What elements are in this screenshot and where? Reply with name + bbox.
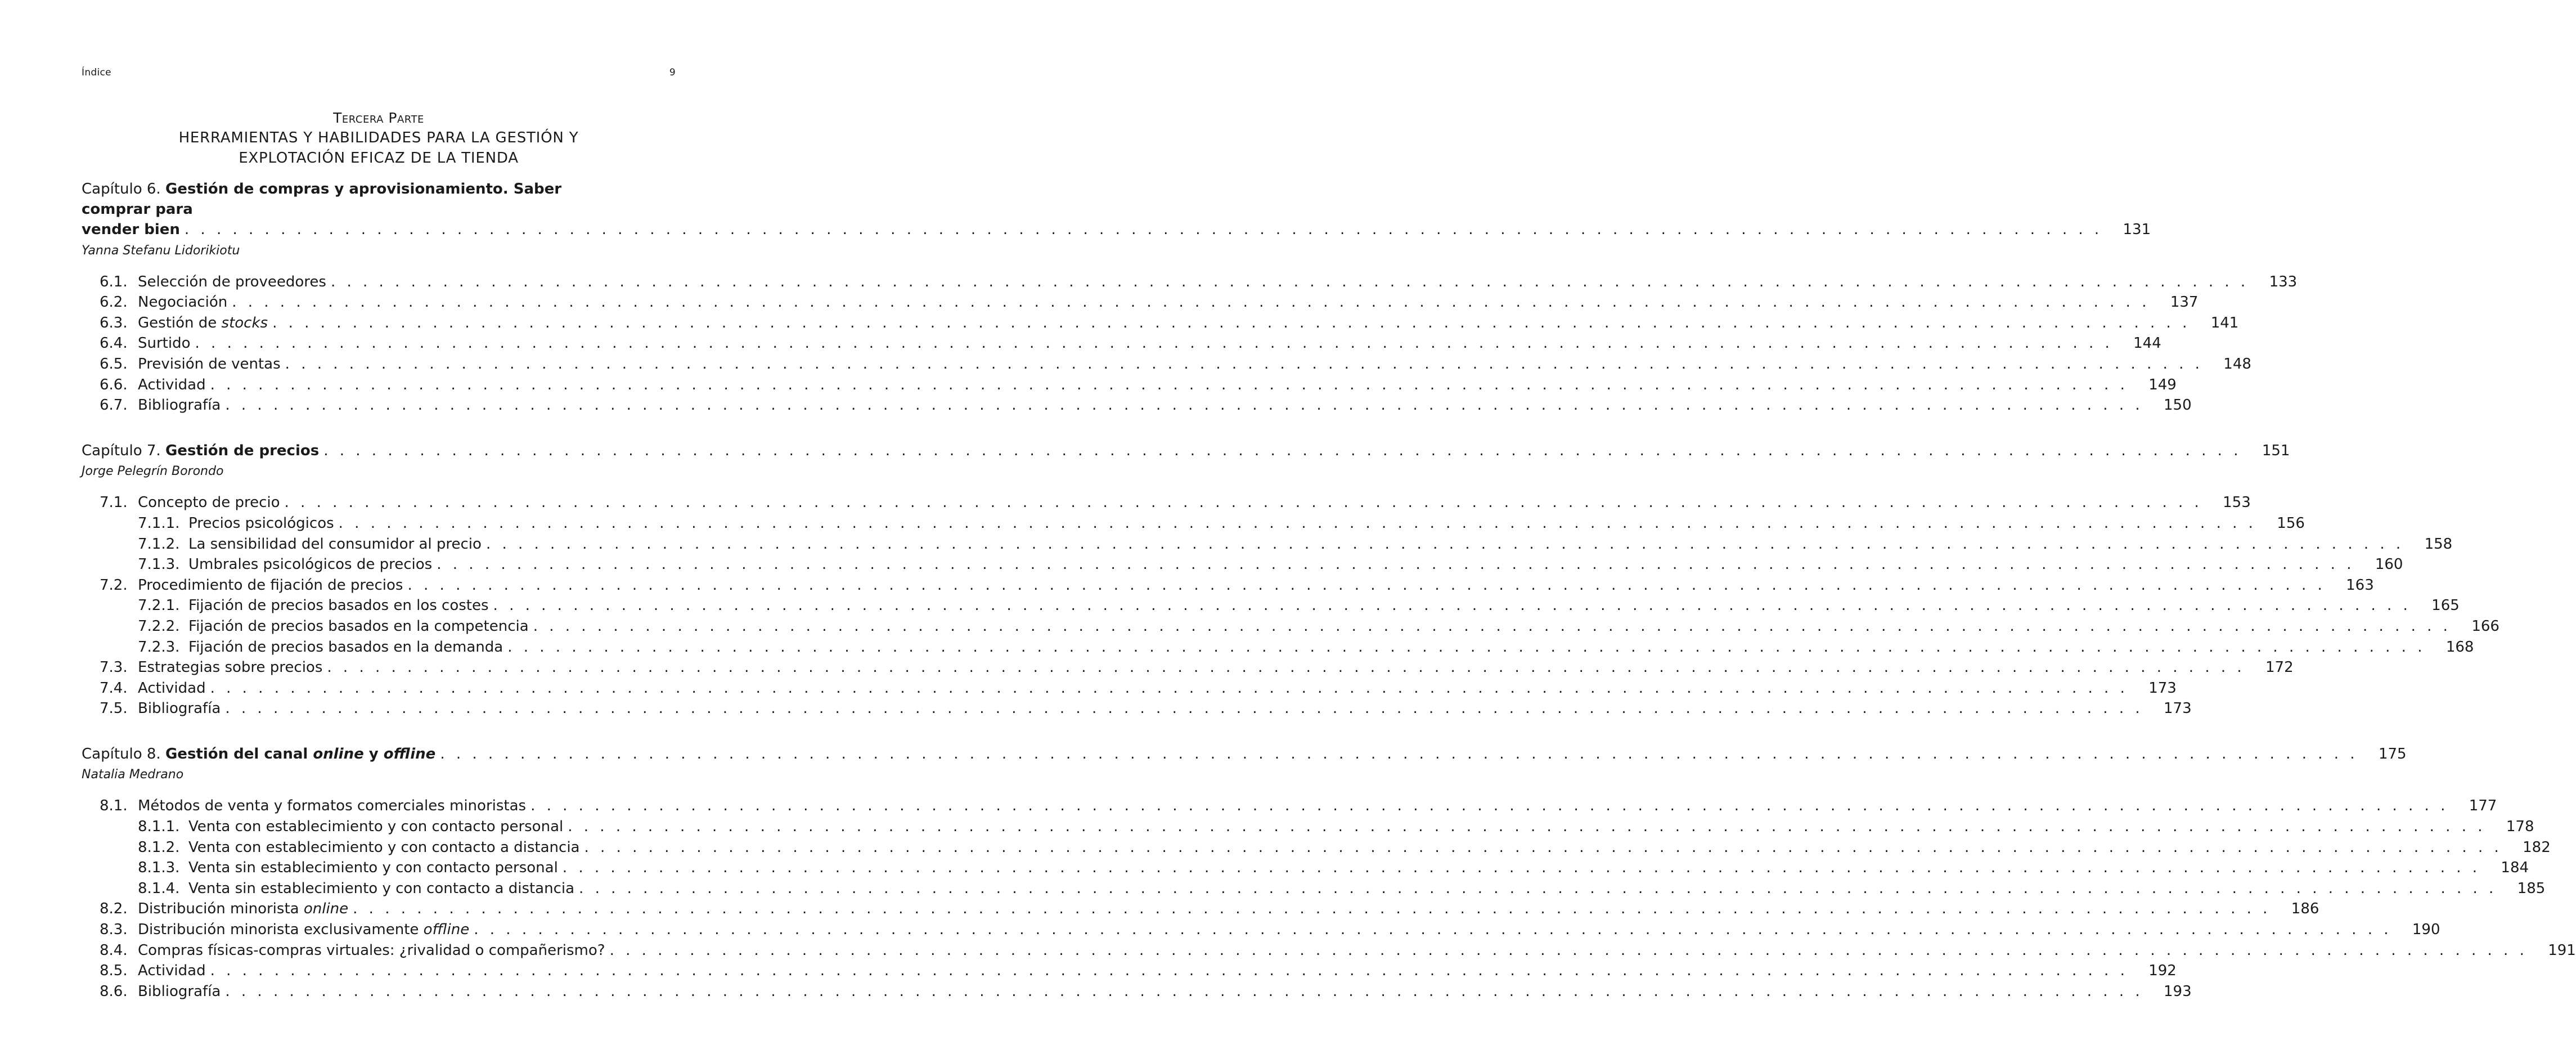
dot-leader: . . . . . . . . . . . . . . . . . . . . . . . . . . . . . . . . . . . . . . . . . . . . . . . . . . . . . . . . . . . . . . . . . . . . . . . . . . . . . . . . . . . . . . . . . . . . . . . . . . . . . . . . . . . . . . . . . . . . . . . . (184, 221, 2103, 238)
chapter-title-text: Gestión de compras y aprovisionamiento. Saber comprar para (82, 181, 562, 218)
section-title-text: Bibliografía (138, 700, 221, 717)
toc-subsection[interactable] (82, 595, 2460, 616)
dot-leader: . . . . . . . . . . . . . . . . . . . . . . . . . . . . . . . . . . . . . . . . . . . . . . . . . . . . . . . . . . . . . . . . . . . . . . . . . . . . . . . . . . . . . . . . . . . . . . . . . . . . . . . . . . . . . . . . . . . . . . . . (285, 355, 2203, 373)
section-page-number: 141 (2210, 314, 2239, 331)
section-number: 6.5. (100, 355, 128, 373)
section-title (138, 796, 531, 817)
section-page-number: 177 (2469, 797, 2497, 815)
section-number: 6.7. (100, 397, 128, 414)
chapter-entries (82, 272, 2298, 416)
dot-leader: . . . . . . . . . . . . . . . . . . . . . . . . . . . . . . . . . . . . . . . . . . . . . . . . . . . . . . . . . . . . . . . . . . . . . . . . . . . . . . . . . . . . . . . . . . . . . . . . . . . . . . . . . . . . . . . . . . . . . . . . (210, 962, 2128, 980)
chapter-title-text (165, 746, 435, 763)
section-number: 8.1.4. (138, 880, 180, 897)
chapter-title-text-wrap (82, 744, 440, 765)
dot-leader: . . . . . . . . . . . . . . . . . . . . . . . . . . . . . . . . . . . . . . . . . . . . . . . . . . . . . . . . . . . . . . . . . . . . . . . . . . . . . . . . . . . . . . . . . . . . . . . . . . . . . . . . . . . . . . . . . . . . . . . . (225, 700, 2143, 717)
section-title (138, 899, 353, 920)
section-page-number: 137 (2170, 294, 2199, 311)
chapter-page-number: 131 (2123, 221, 2151, 238)
toc-subsection[interactable] (82, 817, 2534, 837)
section-number: 7.5. (100, 700, 128, 717)
section-title-text: Fijación de precios basados en la demanda (188, 638, 503, 656)
toc-section[interactable] (82, 575, 2374, 596)
toc-subsection[interactable] (82, 837, 2551, 858)
section-number: 7.2.2. (138, 617, 180, 635)
section-number: 7.2. (100, 576, 128, 594)
toc-subsection[interactable] (82, 878, 2546, 899)
section-title (138, 698, 225, 719)
section-title (138, 981, 225, 1002)
toc-subsection[interactable] (82, 554, 2403, 575)
toc-section[interactable] (82, 375, 2177, 396)
section-title (138, 940, 610, 961)
section-page-number: 173 (2163, 700, 2192, 717)
section-number: 8.5. (100, 962, 128, 980)
section-number: 6.4. (100, 335, 128, 352)
section-title-italic: offline (423, 921, 470, 939)
running-header-section: Índice (82, 67, 111, 78)
section-page-number: 133 (2269, 273, 2298, 290)
section-number: 6.1. (100, 273, 128, 290)
section-page-number: 182 (2523, 838, 2551, 856)
dot-leader: . . . . . . . . . . . . . . . . . . . . . . . . . . . . . . . . . . . . . . . . . . . . . . . . . . . . . . . . . . . . . . . . . . . . . . . . . . . . . . . . . . . . . . . . . . . . . . . . . . . . . . . . . . . . . . . . . . . . . . . . (210, 376, 2128, 393)
section-title-text: Estrategias sobre precios (138, 659, 323, 676)
chapter-title[interactable] (82, 441, 2290, 461)
section-title-text: Actividad (138, 679, 206, 697)
section-number: 8.3. (100, 921, 128, 939)
section-title-text: Previsión de ventas (138, 355, 281, 373)
part-title-line-1: HERRAMIENTAS Y HABILIDADES PARA LA GESTIÓN Y (178, 129, 579, 146)
dot-leader: . . . . . . . . . . . . . . . . . . . . . . . . . . . . . . . . . . . . . . . . . . . . . . . . . . . . . . . . . . . . . . . . . . . . . . . . . . . . . . . . . . . . . . . . . . . . . . . . . . . . . . . . . . . . . . . . . . . . . . . . (195, 335, 2113, 352)
dot-leader: . . . . . . . . . . . . . . . . . . . . . . . . . . . . . . . . . . . . . . . . . . . . . . . . . . . . . . . . . . . . . . . . . . . . . . . . . . . . . . . . . . . . . . . . . . . . . . . . . . . . . . . . . . . . . . . . . . . . . . . . (225, 983, 2143, 1000)
dot-leader: . . . . . . . . . . . . . . . . . . . . . . . . . . . . . . . . . . . . . . . . . . . . . . . . . . . . . . . . . . . . . . . . . . . . . . . . . . . . . . . . . . . . . . . . . . . . . . . . . . . . . . . . . . . . . . . . . . . . . . . . (323, 442, 2242, 459)
chapter-title-part: offline (383, 745, 436, 763)
part-title-line-2: EXPLOTACIÓN EFICAZ DE LA TIENDA (239, 150, 519, 167)
section-number: 8.6. (100, 983, 128, 1000)
chapter-title-text-wrap (82, 441, 323, 461)
toc-section[interactable] (82, 354, 2251, 375)
chapter-title-part: online (313, 745, 364, 763)
section-title (138, 492, 285, 513)
section-number: 7.1. (100, 494, 128, 512)
section-title-text: Venta con establecimiento y con contacto a distancia (188, 838, 580, 856)
section-title-text: Distribución minorista (138, 900, 304, 918)
section-page-number: 150 (2163, 397, 2192, 414)
chapter-title-continuation[interactable] (82, 219, 2151, 240)
section-title (188, 554, 437, 575)
section-title (138, 678, 210, 699)
section-number: 8.1.3. (138, 859, 180, 877)
section-title-text: Venta con establecimiento y con contacto personal (188, 818, 564, 836)
section-page-number: 166 (2471, 617, 2499, 635)
section-page-number: 184 (2501, 859, 2529, 877)
section-title (188, 513, 339, 534)
section-page-number: 190 (2412, 921, 2440, 939)
section-page-number: 185 (2517, 880, 2546, 897)
section-title-text: Actividad (138, 962, 206, 980)
toc-subsection[interactable] (82, 534, 2453, 555)
toc-section[interactable] (82, 920, 2440, 940)
dot-leader: . . . . . . . . . . . . . . . . . . . . . . . . . . . . . . . . . . . . . . . . . . . . . . . . . . . . . . . . . . . . . . . . . . . . . . . . . . . . . . . . . . . . . . . . . . . . . . . . . . . . . . . . . . . . . . . . . . . . . . . . (330, 273, 2249, 290)
section-title (138, 657, 327, 678)
dot-leader: . . . . . . . . . . . . . . . . . . . . . . . . . . . . . . . . . . . . . . . . . . . . . . . . . . . . . . . . . . . . . . . . . . . . . . . . . . . . . . . . . . . . . . . . . . . . . . . . . . . . . . . . . . . . . . . . . . . . . . . . (507, 638, 2426, 656)
chapter-title-part: Gestión del canal (165, 745, 313, 763)
section-title (188, 817, 568, 837)
section-title-text: Surtido (138, 335, 191, 352)
toc-subsection[interactable] (82, 513, 2305, 534)
dot-leader: . . . . . . . . . . . . . . . . . . . . . . . . . . . . . . . . . . . . . . . . . . . . . . . . . . . . . . . . . . . . . . . . . . . . . . . . . . . . . . . . . . . . . . . . . . . . . . . . . . . . . . . . . . . . . . . . . . . . . . . . (485, 535, 2404, 553)
toc-section[interactable] (82, 313, 2239, 334)
section-page-number: 144 (2133, 335, 2161, 352)
section-number: 6.2. (100, 294, 128, 311)
dot-leader: . . . . . . . . . . . . . . . . . . . . . . . . . . . . . . . . . . . . . . . . . . . . . . . . . . . . . . . . . . . . . . . . . . . . . . . . . . . . . . . . . . . . . . . . . . . . . . . . . . . . . . . . . . . . . . . . . . . . . . . . (338, 514, 2256, 532)
chapter-entries (82, 492, 2499, 719)
table-of-contents (82, 179, 2576, 1026)
section-title-text: Bibliografía (138, 397, 221, 414)
chapter-7 (82, 441, 2499, 719)
toc-section[interactable] (82, 981, 2192, 1002)
section-number: 8.1.1. (138, 818, 180, 836)
dot-leader: . . . . . . . . . . . . . . . . . . . . . . . . . . . . . . . . . . . . . . . . . . . . . . . . . . . . . . . . . . . . . . . . . . . . . . . . . . . . . . . . . . . . . . . . . . . . . . . . . . . . . . . . . . . . . . . . . . . . . . . . (440, 745, 2358, 763)
section-number: 7.2.1. (138, 597, 180, 615)
dot-leader: . . . . . . . . . . . . . . . . . . . . . . . . . . . . . . . . . . . . . . . . . . . . . . . . . . . . . . . . . . . . . . . . . . . . . . . . . . . . . . . . . . . . . . . . . . . . . . . . . . . . . . . . . . . . . . . . . . . . . . . . (353, 900, 2271, 918)
dot-leader: . . . . . . . . . . . . . . . . . . . . . . . . . . . . . . . . . . . . . . . . . . . . . . . . . . . . . . . . . . . . . . . . . . . . . . . . . . . . . . . . . . . . . . . . . . . . . . . . . . . . . . . . . . . . . . . . . . . . . . . . (407, 576, 2326, 594)
dot-leader: . . . . . . . . . . . . . . . . . . . . . . . . . . . . . . . . . . . . . . . . . . . . . . . . . . . . . . . . . . . . . . . . . . . . . . . . . . . . . . . . . . . . . . . . . . . . . . . . . . . . . . . . . . . . . . . . . . . . . . . . (232, 294, 2150, 311)
chapter-title[interactable] (82, 179, 676, 219)
dot-leader: . . . . . . . . . . . . . . . . . . . . . . . . . . . . . . . . . . . . . . . . . . . . . . . . . . . . . . . . . . . . . . . . . . . . . . . . . . . . . . . . . . . . . . . . . . . . . . . . . . . . . . . . . . . . . . . . . . . . . . . . (437, 556, 2355, 573)
dot-leader: . . . . . . . . . . . . . . . . . . . . . . . . . . . . . . . . . . . . . . . . . . . . . . . . . . . . . . . . . . . . . . . . . . . . . . . . . . . . . . . . . . . . . . . . . . . . . . . . . . . . . . . . . . . . . . . . . . . . . . . . (284, 494, 2202, 512)
section-title (138, 354, 285, 375)
dot-leader: . . . . . . . . . . . . . . . . . . . . . . . . . . . . . . . . . . . . . . . . . . . . . . . . . . . . . . . . . . . . . . . . . . . . . . . . . . . . . . . . . . . . . . . . . . . . . . . . . . . . . . . . . . . . . . . . . . . . . . . . (533, 617, 2451, 635)
page-number: 9 (669, 67, 676, 78)
section-page-number: 165 (2431, 597, 2460, 615)
section-title (188, 534, 486, 555)
section-number: 7.1.1. (138, 514, 180, 532)
section-page-number: 148 (2223, 355, 2251, 373)
dot-leader: . . . . . . . . . . . . . . . . . . . . . . . . . . . . . . . . . . . . . . . . . . . . . . . . . . . . . . . . . . . . . . . . . . . . . . . . . . . . . . . . . . . . . . . . . . . . . . . . . . . . . . . . . . . . . . . . . . . . . . . . (493, 597, 2411, 615)
section-title (188, 637, 507, 658)
dot-leader: . . . . . . . . . . . . . . . . . . . . . . . . . . . . . . . . . . . . . . . . . . . . . . . . . . . . . . . . . . . . . . . . . . . . . . . . . . . . . . . . . . . . . . . . . . . . . . . . . . . . . . . . . . . . . . . . . . . . . . . . (272, 314, 2191, 331)
section-number: 6.3. (100, 314, 128, 331)
section-title-text: Actividad (138, 376, 206, 393)
section-number: 7.2.3. (138, 638, 180, 656)
section-title-text: Concepto de precio (138, 494, 280, 512)
section-title (188, 616, 533, 637)
dot-leader: . . . . . . . . . . . . . . . . . . . . . . . . . . . . . . . . . . . . . . . . . . . . . . . . . . . . . . . . . . . . . . . . . . . . . . . . . . . . . . . . . . . . . . . . . . . . . . . . . . . . . . . . . . . . . . . . . . . . . . . . (210, 679, 2128, 697)
toc-subsection[interactable] (82, 637, 2474, 658)
section-title-text: Precios psicológicos (188, 514, 334, 532)
section-page-number: 191 (2548, 941, 2576, 959)
dot-leader: . . . . . . . . . . . . . . . . . . . . . . . . . . . . . . . . . . . . . . . . . . . . . . . . . . . . . . . . . . . . . . . . . . . . . . . . . . . . . . . . . . . . . . . . . . . . . . . . . . . . . . . . . . . . . . . . . . . . . . . . (225, 397, 2143, 414)
chapter-page-number: 175 (2378, 745, 2407, 763)
section-title-text: Compras físicas-compras virtuales: ¿rivalidad o compañerismo? (138, 941, 605, 959)
section-page-number: 153 (2223, 494, 2251, 512)
section-page-number: 193 (2163, 983, 2192, 1000)
section-title (138, 575, 407, 596)
section-number: 8.1. (100, 797, 128, 815)
section-title-italic: stocks (221, 314, 268, 331)
dot-leader: . . . . . . . . . . . . . . . . . . . . . . . . . . . . . . . . . . . . . . . . . . . . . . . . . . . . . . . . . . . . . . . . . . . . . . . . . . . . . . . . . . . . . . . . . . . . . . . . . . . . . . . . . . . . . . . . . . . . . . . . (531, 797, 2449, 815)
chapter-page-number: 151 (2262, 442, 2290, 459)
section-title-text: Umbrales psicológicos de precios (188, 556, 433, 573)
section-title (138, 961, 210, 981)
section-title-text: Métodos de venta y formatos comerciales minoristas (138, 797, 527, 815)
chapter-8 (82, 744, 2576, 1002)
section-title (138, 313, 272, 334)
section-title-text: La sensibilidad del consumidor al precio (188, 535, 482, 553)
section-page-number: 158 (2424, 535, 2453, 553)
section-number: 8.2. (100, 900, 128, 918)
section-title-text: Negociación (138, 294, 228, 311)
chapter-prefix: Capítulo 6. (82, 181, 165, 198)
toc-section[interactable] (82, 899, 2319, 920)
chapter-title-text: Gestión de precios (165, 442, 320, 459)
dot-leader: . . . . . . . . . . . . . . . . . . . . . . . . . . . . . . . . . . . . . . . . . . . . . . . . . . . . . . . . . . . . . . . . . . . . . . . . . . . . . . . . . . . . . . . . . . . . . . . . . . . . . . . . . . . . . . . . . . . . . . . . (568, 818, 2486, 836)
part-heading (82, 109, 676, 168)
toc-subsection[interactable] (82, 858, 2529, 878)
toc-section[interactable] (82, 796, 2497, 817)
running-header (82, 67, 676, 78)
section-page-number: 168 (2445, 638, 2474, 656)
section-title (138, 375, 210, 396)
section-title-text: Gestión de (138, 314, 222, 331)
chapter-title-part: y (363, 745, 384, 763)
dot-leader: . . . . . . . . . . . . . . . . . . . . . . . . . . . . . . . . . . . . . . . . . . . . . . . . . . . . . . . . . . . . . . . . . . . . . . . . . . . . . . . . . . . . . . . . . . . . . . . . . . . . . . . . . . . . . . . . . . . . . . . . (327, 659, 2245, 676)
toc-section[interactable] (82, 272, 2298, 293)
toc-section[interactable] (82, 961, 2177, 981)
section-page-number: 172 (2265, 659, 2294, 676)
section-page-number: 163 (2346, 576, 2374, 594)
section-number: 7.1.2. (138, 535, 180, 553)
section-title-text: Fijación de precios basados en la competencia (188, 617, 529, 635)
section-page-number: 178 (2506, 818, 2534, 836)
section-page-number: 192 (2148, 962, 2177, 980)
section-number: 8.4. (100, 941, 128, 959)
section-title (138, 395, 225, 416)
dot-leader: . . . . . . . . . . . . . . . . . . . . . . . . . . . . . . . . . . . . . . . . . . . . . . . . . . . . . . . . . . . . . . . . . . . . . . . . . . . . . . . . . . . . . . . . . . . . . . . . . . . . . . . . . . . . . . . . . . . . . . . . (562, 859, 2481, 877)
dot-leader: . . . . . . . . . . . . . . . . . . . . . . . . . . . . . . . . . . . . . . . . . . . . . . . . . . . . . . . . . . . . . . . . . . . . . . . . . . . . . . . . . . . . . . . . . . . . . . . . . . . . . . . . . . . . . . . . . . . . . . . . (584, 838, 2502, 856)
toc-section[interactable] (82, 657, 2294, 678)
part-label: Tercera Parte (333, 110, 424, 126)
section-number: 7.3. (100, 659, 128, 676)
toc-section[interactable] (82, 940, 2576, 961)
section-title-italic: online (303, 900, 349, 918)
chapter-prefix: Capítulo 7. (82, 442, 165, 459)
chapter-author: Jorge Pelegrín Borondo (82, 464, 224, 479)
section-title-text: Procedimiento de fijación de precios (138, 576, 403, 594)
section-title (138, 333, 195, 354)
section-page-number: 149 (2148, 376, 2177, 393)
toc-section[interactable] (82, 292, 2199, 313)
toc-subsection[interactable] (82, 616, 2499, 637)
toc-section[interactable] (82, 395, 2192, 416)
dot-leader: . . . . . . . . . . . . . . . . . . . . . . . . . . . . . . . . . . . . . . . . . . . . . . . . . . . . . . . . . . . . . . . . . . . . . . . . . . . . . . . . . . . . . . . . . . . . . . . . . . . . . . . . . . . . . . . . . . . . . . . . (579, 880, 2497, 897)
section-title-text: Bibliografía (138, 983, 221, 1000)
dot-leader: . . . . . . . . . . . . . . . . . . . . . . . . . . . . . . . . . . . . . . . . . . . . . . . . . . . . . . . . . . . . . . . . . . . . . . . . . . . . . . . . . . . . . . . . . . . . . . . . . . . . . . . . . . . . . . . . . . . . . . . . (474, 921, 2392, 939)
toc-section[interactable] (82, 333, 2161, 354)
toc-section[interactable] (82, 492, 2251, 513)
section-number: 8.1.2. (138, 838, 180, 856)
section-number: 6.6. (100, 376, 128, 393)
chapter-title[interactable] (82, 744, 2407, 765)
section-title-text: Venta sin establecimiento y con contacto a distancia (188, 880, 575, 897)
chapter-prefix: Capítulo 8. (82, 745, 165, 763)
section-number: 7.1.3. (138, 556, 180, 573)
toc-section[interactable] (82, 678, 2177, 699)
chapter-6 (82, 179, 2298, 416)
section-title (138, 292, 232, 313)
section-title-text: Selección de proveedores (138, 273, 326, 290)
chapter-title-text-cont: vender bien (82, 221, 180, 238)
section-page-number: 160 (2375, 556, 2403, 573)
section-title-text: Fijación de precios basados en los costes (188, 597, 489, 615)
section-title (188, 878, 579, 899)
section-title (188, 858, 563, 878)
section-page-number: 156 (2277, 514, 2305, 532)
section-title (138, 272, 331, 293)
chapter-author: Natalia Medrano (82, 768, 184, 782)
section-title (188, 595, 493, 616)
chapter-author: Yanna Stefanu Lidorikiotu (82, 243, 240, 258)
section-page-number: 173 (2148, 679, 2177, 697)
section-title (188, 837, 584, 858)
section-title-text: Distribución minorista exclusivamente (138, 921, 424, 939)
section-page-number: 186 (2291, 900, 2319, 918)
section-title-text: Venta sin establecimiento y con contacto personal (188, 859, 558, 877)
dot-leader: . . . . . . . . . . . . . . . . . . . . . . . . . . . . . . . . . . . . . . . . . . . . . . . . . . . . . . . . . . . . . . . . . . . . . . . . . . . . . . . . . . . . . . . . . . . . . . . . . . . . . . . . . . . . . . . . . . . . . . . . (609, 941, 2528, 959)
toc-section[interactable] (82, 698, 2192, 719)
chapter-entries (82, 796, 2576, 1002)
section-title (138, 920, 474, 940)
section-number: 7.4. (100, 679, 128, 697)
